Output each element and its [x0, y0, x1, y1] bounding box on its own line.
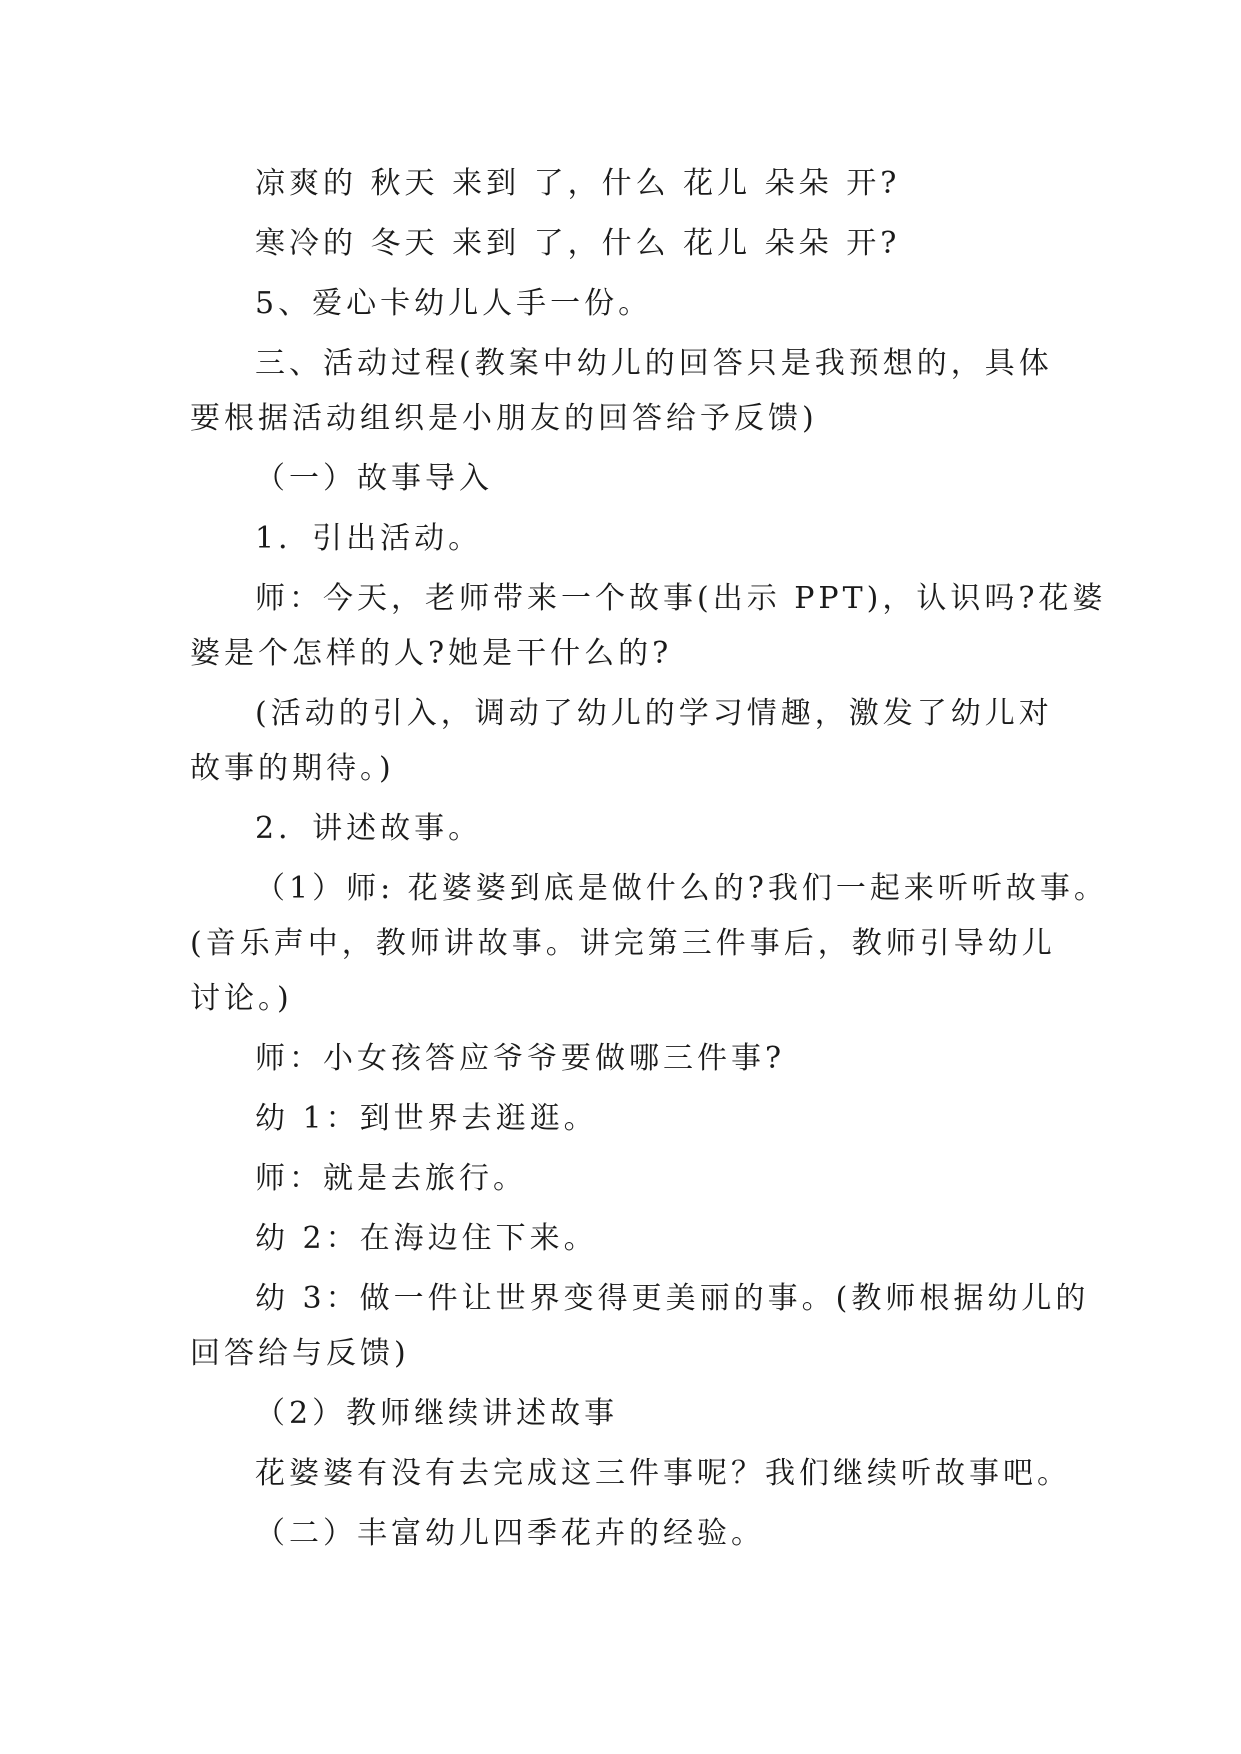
text-line-music-story: (音乐声中，教师讲故事。讲完第三件事后，教师引导幼儿	[190, 926, 1056, 961]
text-line-winter: 寒冷的 冬天 来到 了，什么 花儿 朵朵 开?	[255, 226, 901, 261]
text-line-feedback-note: 要根据活动组织是小朋友的回答给予反馈)	[190, 401, 818, 436]
step-tell-story: 2．讲述故事。	[255, 811, 483, 846]
text-line-child-2: 幼 2：在海边住下来。	[255, 1221, 598, 1256]
text-line-child-1: 幼 1：到世界去逛逛。	[255, 1101, 598, 1136]
text-line-autumn: 凉爽的 秋天 来到 了，什么 花儿 朵朵 开?	[255, 166, 901, 201]
text-line-music-story-cont: 讨论。)	[190, 981, 293, 1016]
text-line-child-3-cont: 回答给与反馈)	[190, 1336, 410, 1371]
text-line-teacher-travel: 师：就是去旅行。	[255, 1161, 527, 1196]
section-heading-activity-process: 三、活动过程(教案中幼儿的回答只是我预想的，具体	[255, 346, 1053, 381]
subheading-four-seasons-flowers: （二）丰富幼儿四季花卉的经验。	[255, 1516, 765, 1551]
text-line-continue-story: （2）教师继续讲述故事	[255, 1396, 619, 1431]
text-line-teacher-question: 师：小女孩答应爷爷要做哪三件事?	[255, 1041, 786, 1076]
text-line-intro-comment: (活动的引入，调动了幼儿的学习情趣，激发了幼儿对	[255, 696, 1053, 731]
text-line-teacher-intro-cont: 婆是个怎样的人?她是干什么的?	[190, 636, 673, 671]
text-line-child-3: 幼 3：做一件让世界变得更美丽的事。(教师根据幼儿的	[255, 1281, 1090, 1316]
text-line-story-question: （1）师: 花婆婆到底是做什么的?我们一起来听听故事。	[255, 871, 1108, 906]
step-introduce-activity: 1．引出活动。	[255, 521, 483, 556]
text-line-intro-comment-cont: 故事的期待。)	[190, 751, 395, 786]
text-line-teacher-intro: 师：今天，老师带来一个故事(出示 PPT)，认识吗?花婆	[255, 581, 1107, 616]
text-line-listen-story: 花婆婆有没有去完成这三件事呢？我们继续听故事吧。	[255, 1456, 1071, 1491]
subheading-story-intro: （一）故事导入	[255, 461, 493, 496]
text-line-love-card: 5、爱心卡幼儿人手一份。	[255, 286, 653, 321]
